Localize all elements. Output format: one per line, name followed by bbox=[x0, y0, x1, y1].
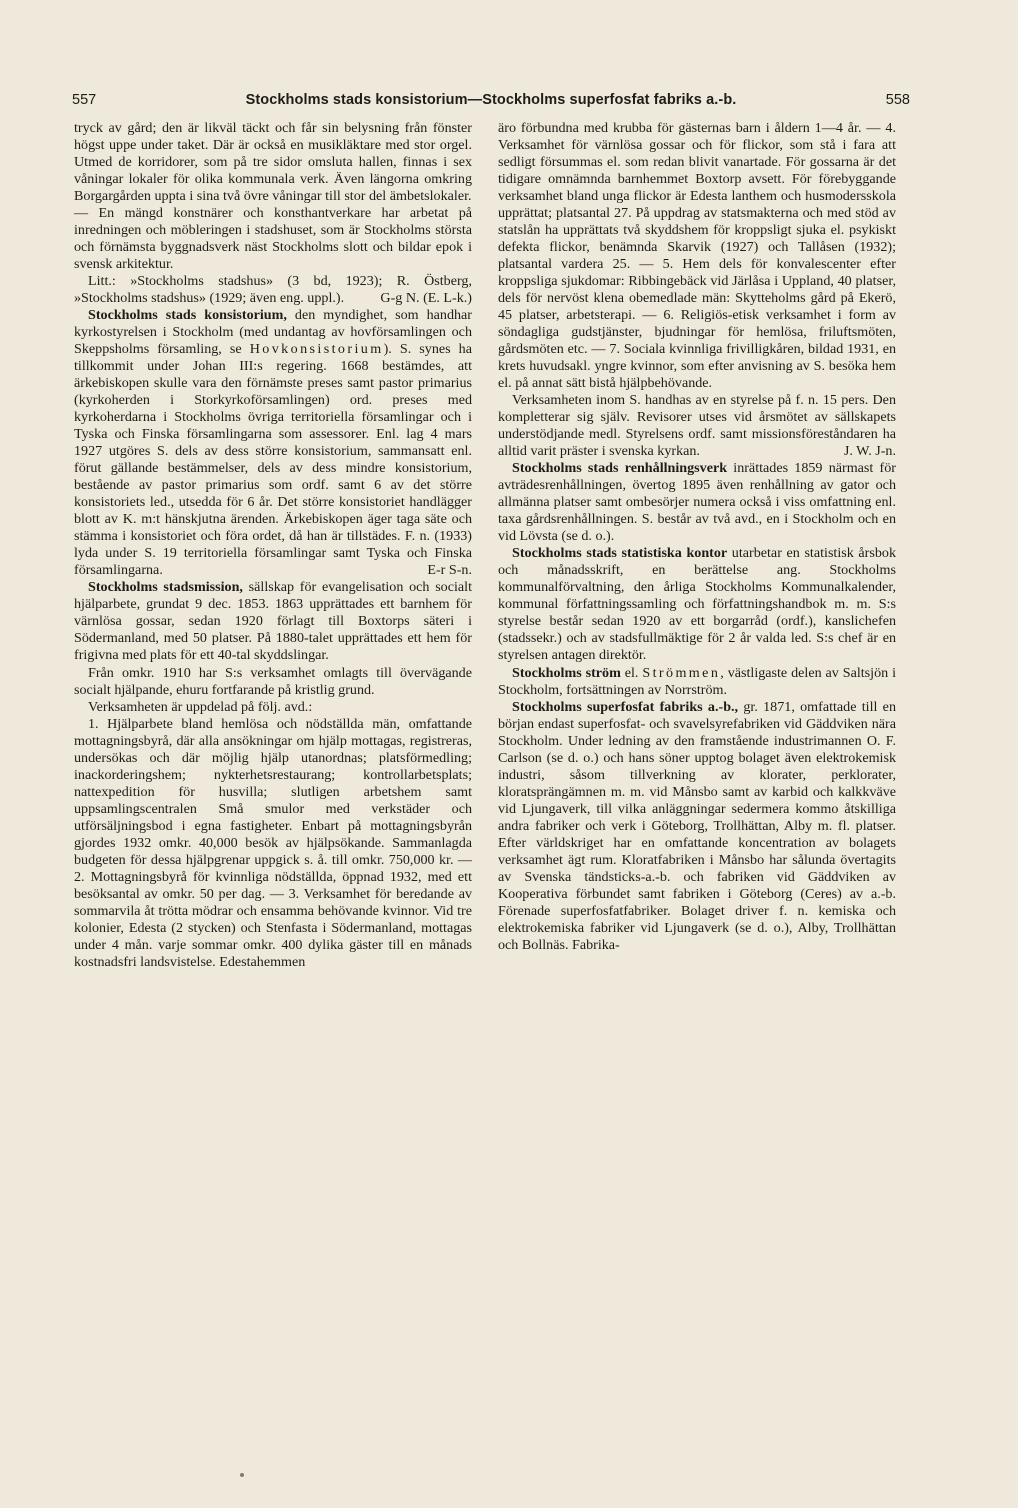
entry-headword: Stockholms stads renhållningsverk bbox=[512, 460, 728, 477]
author-signature: J. W. J-n. bbox=[843, 443, 896, 460]
entry-stadsmission bbox=[74, 579, 472, 664]
entry-text: el. bbox=[620, 664, 643, 681]
literature-text: Litt.: »Stockholms stadshus» (3 bd, 1923); R. Östberg, »Stockholms stadshus» (1929; även eng. uppl.). bbox=[74, 273, 472, 307]
cross-reference: Strömmen bbox=[642, 664, 721, 681]
entry-renhallningsverk bbox=[498, 460, 896, 545]
cross-reference: Hovkonsistorium bbox=[249, 341, 384, 358]
paragraph-verksamhet-omlagts: Från omkr. 1910 har S:s verksamhet omlagts till övervägande socialt hjälpande, ehuru fortfarande på kristlig grund. bbox=[74, 664, 472, 698]
entry-headword: Stockholms stads statistiska kontor bbox=[512, 545, 728, 562]
entry-text: ). S. synes ha tillkommit under Johan III:s regering. 1668 bestämdes, att ärkebiskopen skulle vara den förnämste preses samt pastor primarius (kyrkoherden i Storkyrkoförsamlingen) ord. preses med kyrkoherdarna i Stockholms övriga territoriella församlingar och i Tyska och Finska församlingarna som assessorer. Enl. lag 4 mars 1927 utgöres S. dels av dess större konsistorium, sammansatt enl. förut gällande bestämmelser, dels av dess mindre konsistorium, bestående av pastor primarius som ordf. samt 6 av det större konsistoriets led., utsedda för 6 år. Det större konsistoriet handlägger blott av K. m:t hänskjutna ärenden. Ärkebiskopen äger taga säte och stämma i konsistoriet och föra ordet, då han är tillstädes. F. n. (1933) lyda under S. 19 territoriella församlingar samt Tyska och Finska församlingarna. bbox=[74, 341, 472, 579]
entry-text: gr. 1871, omfattade till en början endast superfosfat- och svavelsyrefabriken vid Gäddviken nära Stockholm. Under ledning av den framstående industrimannen O. F. Carlson (se d. o.) och hans söner upptog bolaget även elektrokemisk industri, såsom tillverkning av klorater, perklorater, kloratsprängämnen m. m. vid Månsbo samt av karbid och kalkkväve vid Ljungaverk, till vilka anläggningar sedermera kommo åtskilliga andra fabriker och verk i Göteborg, Trollhättan, Alby m. fl. platser. Efter världskriget har en omfattande koncentration av bolagets verksamhet ägt rum. Kloratfabriken i Månsbo har sålunda övertagits av Svenska tändsticks-a.-b. och fabriken vid Gäddviken av Kooperativa förbundet samt fabriken i Göteborg (Ceres) av a.-b. Förenade superfosfatfabriker. Bolaget driver f. n. kemiska och elektrokemiska fabriker vid Ljungaverk (se d. o.), Alby, Trollhättan och Bollnäs. Fabrika- bbox=[498, 698, 896, 953]
entry-text: inrättades 1859 närmast för avträdesrenhållningen, övertog 1895 även renhållning av gator och allmänna platser samt ombesörjer numera också i viss omfattning enl. taxa gårdsrenhållningen. S. består av två avd., en i Stockholm och en vid Lövsta (se d. o.). bbox=[498, 460, 896, 545]
paper-speck bbox=[240, 1473, 244, 1477]
entry-continuation-stadsmission: äro förbundna med krubba för gästernas barn i åldern 1—4 år. — 4. Verksamhet för värnlösa gossar och för flickor, som stå i fara att sedligt försummas el. som redan blivit vanartade. För gossarna är det tidigare omnämnda barnhemmet Boxtorp avsett. För förebyggande verksamhet bland unga flickor är Edesta lanthem och husmodersskola upprättat; platsantal 27. På uppdrag av statsmakterna och med stöd av statslån ha upprättats två skyddshem för kroppsligt sjuka el. psykiskt defekta flickor, benämnda Skarvik (1927) och Tallåsen (1932); platsantal vardera 25. — 5. Hem dels för konvalescenter efter kroppsliga sjukdomar: Ribbingebäck vid Järlåsa i Uppland, 40 platser, dels för nervöst klena obemedlade män: Skytteholms gård på Ekerö, 45 platser, arbetsterapi. — 6. Religiös-etisk verksamhet i form av söndagliga gudstjänster, bjudningar för hemlösa, friluftsmöten, gårdsmöten etc. — 7. Sociala kvinnliga frivilligkåren, bildad 1931, en krets huvudsakl. yngre kvinnor, som efter anvisning av S. besöka hem el. på annat sätt bistå hjälpbehövande. bbox=[498, 120, 896, 392]
left-column bbox=[74, 120, 472, 971]
entry-superfosfat bbox=[498, 699, 896, 954]
author-signature: G-g N. (E. L-k.) bbox=[380, 290, 472, 307]
entry-headword: Stockholms superfosfat fabriks a.-b., bbox=[512, 698, 739, 715]
right-column bbox=[498, 120, 896, 954]
author-signature: E-r S-n. bbox=[427, 562, 472, 579]
entry-konsistorium bbox=[74, 307, 472, 579]
entry-strom bbox=[498, 665, 896, 699]
entry-text: den myndighet, som handhar kyrkostyrelsen i Stockholm (med undantag av hovförsamlingen och Skeppsholms församling, se bbox=[74, 307, 473, 358]
page-number-right: 558 bbox=[885, 92, 910, 108]
entry-statistiska-kontor bbox=[498, 545, 896, 664]
entry-headword: Stockholms ström bbox=[512, 664, 621, 681]
entry-text: utarbetar en statistisk årsbok och månadsskrift, en berättelse ang. Stockholms kommunalförvaltning, den årliga Stockholms Kommunalkalender, kommunal författningssamling och författningshandbok m. m. S:s styrelse består sedan 1920 av ett borgarråd (ordf.), kanslichefen (stadssekr.) och av stadsfullmäktige för 2 år valda led. S:s chef är en styrelsen antagen direktör. bbox=[498, 545, 896, 664]
paragraph-avdelningar: Verksamheten är uppdelad på följ. avd.: bbox=[88, 698, 313, 715]
entry-text: Verksamheten inom S. handhas av en styrelse på f. n. 15 pers. Den kompletterar sig själv. Revisorer utses vid årsmötet av sällskapets understödjande medl. Styrelsens ordf. samt missionsföreståndaren ha alltid varit präster i svenska kyrkan. bbox=[498, 392, 896, 460]
entry-headword: Stockholms stads konsistorium, bbox=[88, 307, 287, 324]
entry-continuation-stadshus: tryck av gård; den är likväl täckt och får sin belysning från fönster högst uppe under taket. Där är också en musikläktare med stor orgel. Utmed de korridorer, som på tre sidor omsluta hallen, finnas i sex våningar lokaler för olika kommunala verk. Även längorna omkring Borgargården uppta i sina två övre våningar till stor del ämbetslokaler. bbox=[74, 120, 472, 205]
literature-reference bbox=[74, 273, 472, 307]
page-header bbox=[72, 92, 910, 114]
entry-headword: Stockholms stadsmission, bbox=[88, 579, 243, 596]
entry-text: , västligaste delen av Saltsjön i Stockholm, fortsättningen av Norrström. bbox=[498, 664, 896, 698]
entry-text: sällskap för evangelisation och socialt hjälparbete, grundat 9 dec. 1853. 1863 upprättades ett barnhem för värnlösa gossar, sedan 1920 förlagt till Boxtorps säteri i Södermanland, med 50 platser. På 1880-talet upprättades ett hem för frigivna med plats för ett 40-tal skyddslingar. bbox=[74, 579, 472, 664]
paragraph-hjalparbete: 1. Hjälparbete bland hemlösa och nödställda män, omfattande mottagningsbyrå, där alla ansökningar om hjälp mottagas, registreras, undersökas och där möjlig hjälp utanordnas; platsförmedling; inackorderingshem; nykterhetsrestaurang; kontrollarbetsplats; nattexpedition för husvilla; slutligen arbetshem samt uppsamlingscentralen Små smulor med verkstäder och utförsäljningsbod i egna fastigheter. Enbart på mottagningsbyrån gjordes 1932 omkr. 40,000 besök av hjälpsökande. Sammanlagda budgeten för dessa hjälpgrenar uppgick s. å. till omkr. 750,000 kr. — 2. Mottagningsbyrå för kvinnliga nödställda, öppnad 1932, med ett besöksantal av omkr. 50 per dag. — 3. Verksamhet för beredande av sommarvila åt trötta mödrar och ensamma behövande kvinnor. Vid tre kolonier, Edesta (2 stycken) och Stenfasta i Södermanland, mottagas under 4 mån. varje sommar omkr. 400 dylika gäster till en månads kostnadsfri landsvistelse. Edestahemmen bbox=[74, 715, 472, 970]
paragraph-styrelse bbox=[498, 392, 896, 460]
paragraph-konstnarer: — En mängd konstnärer och konsthantverkare har arbetat på inredningen och möbleringen i stadshuset, som är Stockholms största och förnämsta byggnadsverk näst Stockholms slott och bildar epok i svensk arkitektur. bbox=[74, 205, 472, 273]
page-number-left: 557 bbox=[72, 92, 97, 108]
running-title: Stockholms stads konsistorium—Stockholms superfosfat fabriks a.-b. bbox=[245, 92, 737, 108]
